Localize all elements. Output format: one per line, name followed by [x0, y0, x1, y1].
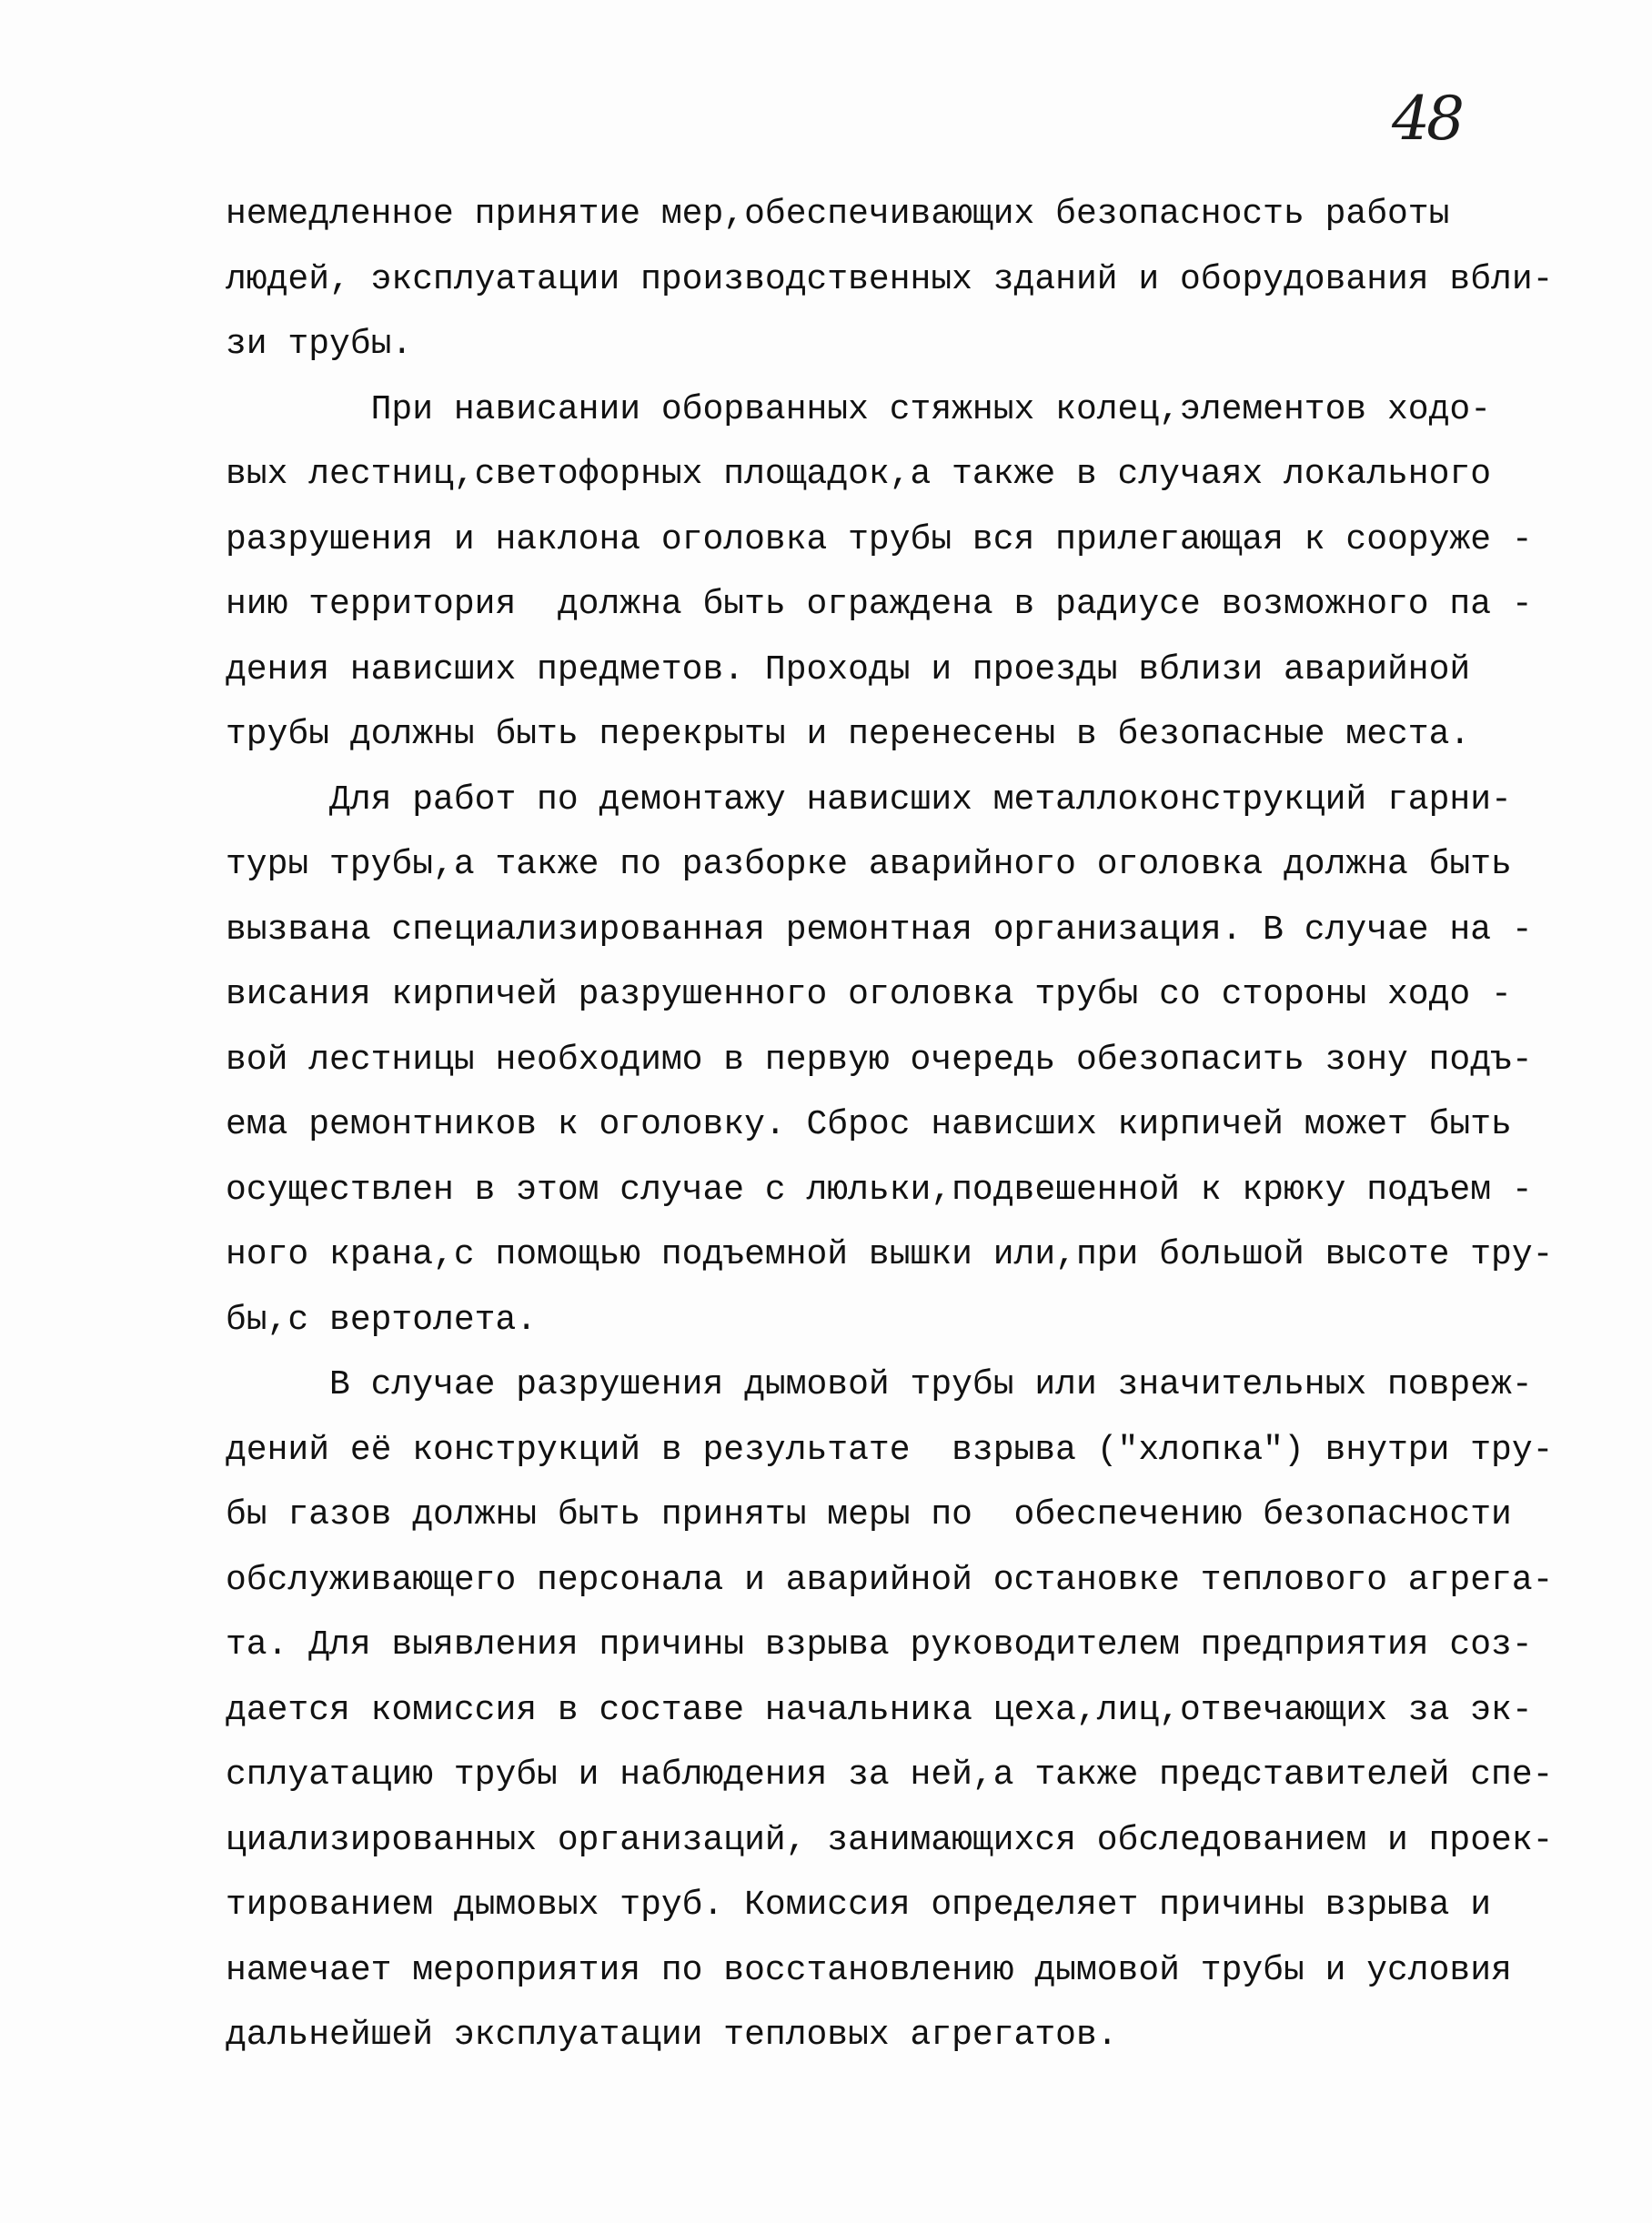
text-line: В случае разрушения дымовой трубы или значительных повреж-	[226, 1365, 1533, 1404]
text-line: Для работ по демонтажу нависших металлоконструкций гарни-	[226, 780, 1512, 820]
text-line: тированием дымовых труб. Комиссия определяет причины взрыва и	[226, 1886, 1492, 1925]
text-line: разрушения и наклона оголовка трубы вся прилегающая к сооруже -	[226, 519, 1533, 559]
text-line: циализированных организаций, занимающихся обследованием и проек-	[226, 1820, 1554, 1860]
text-line: При нависании оборванных стяжных колец,элементов ходо-	[226, 389, 1492, 429]
text-line: дений её конструкций в результате взрыва ("хлопка") внутри тру-	[226, 1430, 1554, 1470]
text-line: людей, эксплуатации производственных зданий и оборудования вбли-	[226, 259, 1554, 299]
page-number: 48	[1392, 84, 1461, 154]
text-line: немедленное принятие мер,обеспечивающих безопасность работы	[226, 195, 1450, 234]
text-line: вызвана специализированная ремонтная организация. В случае на -	[226, 910, 1533, 950]
text-line: туры трубы,а также по разборке аварийного оголовка должна быть	[226, 845, 1512, 884]
text-line: бы газов должны быть приняты меры по обеспечению безопасности	[226, 1495, 1512, 1534]
text-line: ного крана,с помощью подъемной вышки или,при большой высоте тру-	[226, 1235, 1554, 1274]
body-text	[226, 182, 1554, 2068]
text-line: осуществлен в этом случае с люльки,подвешенной к крюку подъем -	[226, 1170, 1533, 1210]
text-line: нию территория должна быть ограждена в радиусе возможного па -	[226, 585, 1533, 624]
text-line: дается комиссия в составе начальника цеха,лиц,отвечающих за эк-	[226, 1690, 1533, 1730]
text-line: вых лестниц,светофорных площадок,а также в случаях локального	[226, 455, 1492, 494]
text-line: зи трубы.	[226, 325, 413, 364]
text-line: дальнейшей эксплуатации тепловых агрегатов.	[226, 2016, 1118, 2055]
text-line: трубы должны быть перекрыты и перенесены в безопасные места.	[226, 715, 1471, 754]
text-line: обслуживающего персонала и аварийной остановке теплового агрега-	[226, 1560, 1554, 1600]
text-line: висания кирпичей разрушенного оголовка трубы со стороны ходо -	[226, 975, 1512, 1014]
text-line: намечает мероприятия по восстановлению дымовой трубы и условия	[226, 1950, 1512, 1990]
text-line: сплуатацию трубы и наблюдения за ней,а также представителей спе-	[226, 1755, 1554, 1795]
text-line: бы,с вертолета.	[226, 1300, 538, 1340]
text-line: та. Для выявления причины взрыва руководителем предприятия соз-	[226, 1625, 1533, 1665]
text-line: дения нависших предметов. Проходы и проезды вблизи аварийной	[226, 649, 1471, 689]
text-line: ема ремонтников к оголовку. Сброс нависших кирпичей может быть	[226, 1105, 1512, 1144]
text-line: вой лестницы необходимо в первую очередь обезопасить зону подъ-	[226, 1040, 1533, 1080]
